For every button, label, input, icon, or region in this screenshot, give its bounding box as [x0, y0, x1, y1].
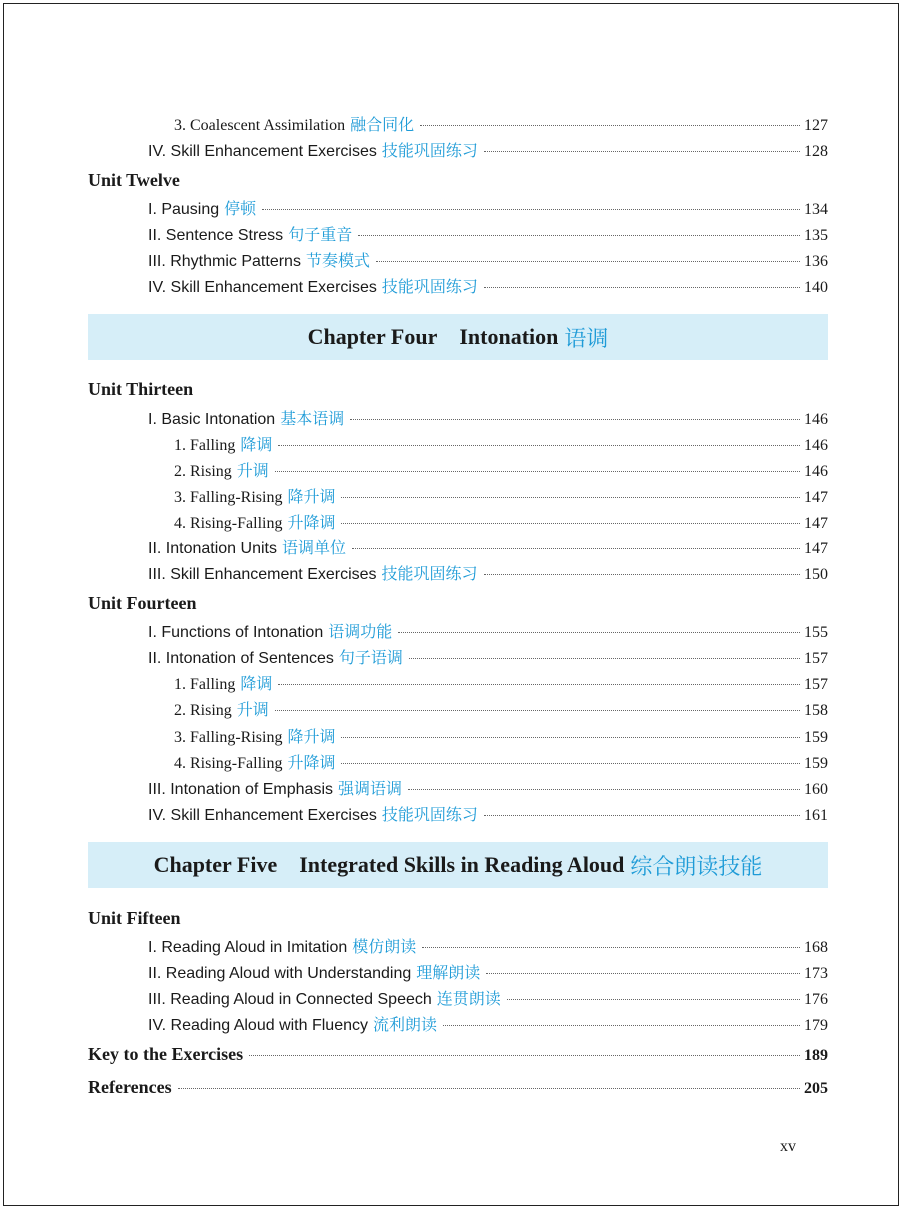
- toc-entry: [148, 561, 828, 584]
- toc-entry: [148, 1012, 828, 1035]
- entry-page: 173: [804, 965, 828, 982]
- entry-cn-label: 升降调: [287, 753, 336, 772]
- toc-entry: [174, 750, 828, 773]
- chapter-number: Chapter Five: [153, 852, 278, 877]
- entry-page: 128: [804, 143, 828, 160]
- entry-cn-label: 降调: [240, 674, 273, 693]
- dot-leader: [484, 151, 800, 152]
- dot-leader: [341, 737, 800, 738]
- entry-cn-label: 技能巩固练习: [381, 141, 478, 160]
- entry-page: 146: [804, 463, 828, 480]
- dot-leader: [358, 235, 800, 236]
- entry-label: 2. Rising: [174, 463, 232, 480]
- entry-label: III. Reading Aloud in Connected Speech: [148, 991, 432, 1008]
- entry-label: 1. Falling: [174, 676, 236, 693]
- chapter-number: Chapter Four: [307, 324, 438, 349]
- page-number: xv: [780, 1138, 796, 1155]
- toc-entry: [174, 724, 828, 747]
- entry-label: I. Pausing: [148, 201, 220, 218]
- entry-page: 155: [804, 624, 828, 641]
- toc-entry: [148, 934, 828, 957]
- entry-label: References: [88, 1077, 172, 1097]
- entry-page: 157: [804, 676, 828, 693]
- toc-entry-references: [88, 1077, 828, 1098]
- dot-leader: [275, 710, 800, 711]
- entry-label: I. Reading Aloud in Imitation: [148, 939, 348, 956]
- toc-entry: [148, 274, 828, 297]
- entry-cn-label: 连贯朗读: [436, 989, 501, 1008]
- entry-page: 158: [804, 702, 828, 719]
- toc-entry-key: [88, 1044, 828, 1065]
- entry-page: 135: [804, 227, 828, 244]
- dot-leader: [507, 999, 800, 1000]
- toc-entry: [148, 986, 828, 1009]
- dot-leader: [341, 763, 800, 764]
- toc-entry: [174, 510, 828, 533]
- dot-leader: [341, 497, 800, 498]
- entry-page: 150: [804, 566, 828, 583]
- entry-label: IV. Reading Aloud with Fluency: [148, 1017, 368, 1034]
- entry-label: II. Intonation Units: [148, 540, 277, 557]
- entry-cn-label: 基本语调: [280, 409, 345, 428]
- dot-leader: [409, 658, 800, 659]
- entry-page: 168: [804, 939, 828, 956]
- entry-cn-label: 降调: [240, 435, 273, 454]
- unit-title: Unit Thirteen: [88, 379, 194, 399]
- dot-leader: [275, 471, 800, 472]
- unit-title: Unit Fourteen: [88, 593, 197, 613]
- toc-entry: [148, 960, 828, 983]
- dot-leader: [262, 209, 800, 210]
- entry-page: 134: [804, 201, 828, 218]
- entry-page: 160: [804, 781, 828, 798]
- entry-page: 146: [804, 437, 828, 454]
- chapter-cn-title: 综合朗读技能: [630, 854, 763, 880]
- entry-cn-label: 技能巩固练习: [381, 277, 478, 296]
- toc-entry: [174, 432, 828, 455]
- entry-cn-label: 模仿朗读: [352, 937, 417, 956]
- dot-leader: [408, 789, 800, 790]
- entry-cn-label: 停顿: [224, 199, 257, 218]
- toc-entry: [174, 697, 828, 720]
- toc-entry: [174, 458, 828, 481]
- entry-page: 159: [804, 755, 828, 772]
- toc-entry: [148, 619, 828, 642]
- toc-entry: [148, 535, 828, 558]
- entry-label: III. Skill Enhancement Exercises: [148, 566, 377, 583]
- entry-cn-label: 升调: [236, 461, 269, 480]
- toc-entry: [148, 138, 828, 161]
- toc-entry: [148, 222, 828, 245]
- entry-cn-label: 技能巩固练习: [381, 805, 478, 824]
- entry-page: 159: [804, 729, 828, 746]
- toc-entry: [174, 112, 828, 135]
- entry-cn-label: 升降调: [287, 513, 336, 532]
- dot-leader: [398, 632, 800, 633]
- entry-label: Key to the Exercises: [88, 1044, 244, 1064]
- dot-leader: [422, 947, 800, 948]
- entry-page: 179: [804, 1017, 828, 1034]
- entry-label: II. Reading Aloud with Understanding: [148, 965, 412, 982]
- unit-title: Unit Fifteen: [88, 908, 181, 928]
- entry-page: 157: [804, 650, 828, 667]
- entry-label: 4. Rising-Falling: [174, 755, 283, 772]
- dot-leader: [278, 445, 800, 446]
- entry-cn-label: 句子重音: [288, 225, 353, 244]
- entry-label: 3. Falling-Rising: [174, 489, 283, 506]
- chapter-cn-title: 语调: [564, 326, 609, 352]
- toc-entry: [148, 248, 828, 271]
- entry-page: 140: [804, 279, 828, 296]
- toc-entry: [148, 776, 828, 799]
- entry-label: 4. Rising-Falling: [174, 515, 283, 532]
- dot-leader: [443, 1025, 800, 1026]
- dot-leader: [350, 419, 800, 420]
- dot-leader: [249, 1055, 800, 1056]
- entry-label: III. Intonation of Emphasis: [148, 781, 333, 798]
- dot-leader: [341, 523, 800, 524]
- entry-cn-label: 融合同化: [350, 115, 415, 134]
- entry-label: IV. Skill Enhancement Exercises: [148, 279, 377, 296]
- entry-cn-label: 强调语调: [338, 779, 403, 798]
- chapter-title: Intonation: [459, 324, 559, 349]
- entry-cn-label: 升调: [236, 700, 269, 719]
- dot-leader: [178, 1088, 800, 1089]
- dot-leader: [352, 548, 800, 549]
- dot-leader: [484, 287, 800, 288]
- entry-cn-label: 语调单位: [281, 538, 346, 557]
- unit-title: Unit Twelve: [88, 170, 180, 190]
- dot-leader: [420, 125, 800, 126]
- entry-label: II. Sentence Stress: [148, 227, 284, 244]
- entry-label: 1. Falling: [174, 437, 236, 454]
- toc-entry: [148, 802, 828, 825]
- entry-page: 146: [804, 411, 828, 428]
- chapter-title: Integrated Skills in Reading Aloud: [299, 852, 625, 877]
- entry-page: 147: [804, 540, 828, 557]
- dot-leader: [278, 684, 800, 685]
- toc-entry: [174, 484, 828, 507]
- entry-page: 205: [804, 1080, 828, 1097]
- toc-entry: [148, 645, 828, 668]
- entry-cn-label: 节奏模式: [305, 251, 370, 270]
- toc-entry: [148, 406, 828, 429]
- entry-label: IV. Skill Enhancement Exercises: [148, 143, 377, 160]
- entry-page: 161: [804, 807, 828, 824]
- dot-leader: [376, 261, 800, 262]
- entry-label: II. Intonation of Sentences: [148, 650, 334, 667]
- entry-cn-label: 流利朗读: [373, 1015, 438, 1034]
- entry-label: IV. Skill Enhancement Exercises: [148, 807, 377, 824]
- dot-leader: [484, 574, 800, 575]
- chapter-banner: [88, 314, 828, 360]
- toc-entry: [174, 671, 828, 694]
- toc-entry: [148, 196, 828, 219]
- entry-label: 3. Coalescent Assimilation: [174, 117, 346, 134]
- entry-label: 3. Falling-Rising: [174, 729, 283, 746]
- entry-cn-label: 理解朗读: [416, 963, 481, 982]
- entry-label: 2. Rising: [174, 702, 232, 719]
- entry-page: 147: [804, 489, 828, 506]
- entry-label: III. Rhythmic Patterns: [148, 253, 301, 270]
- entry-label: I. Functions of Intonation: [148, 624, 324, 641]
- entry-cn-label: 技能巩固练习: [381, 564, 478, 583]
- entry-cn-label: 降升调: [287, 727, 336, 746]
- toc-page: [3, 3, 899, 1206]
- entry-cn-label: 语调功能: [328, 622, 393, 641]
- chapter-banner: [88, 842, 828, 888]
- entry-cn-label: 句子语调: [338, 648, 403, 667]
- entry-page: 189: [804, 1047, 828, 1064]
- entry-cn-label: 降升调: [287, 487, 336, 506]
- entry-page: 176: [804, 991, 828, 1008]
- entry-page: 127: [804, 117, 828, 134]
- entry-label: I. Basic Intonation: [148, 411, 276, 428]
- entry-page: 136: [804, 253, 828, 270]
- entry-page: 147: [804, 515, 828, 532]
- dot-leader: [484, 815, 800, 816]
- dot-leader: [486, 973, 800, 974]
